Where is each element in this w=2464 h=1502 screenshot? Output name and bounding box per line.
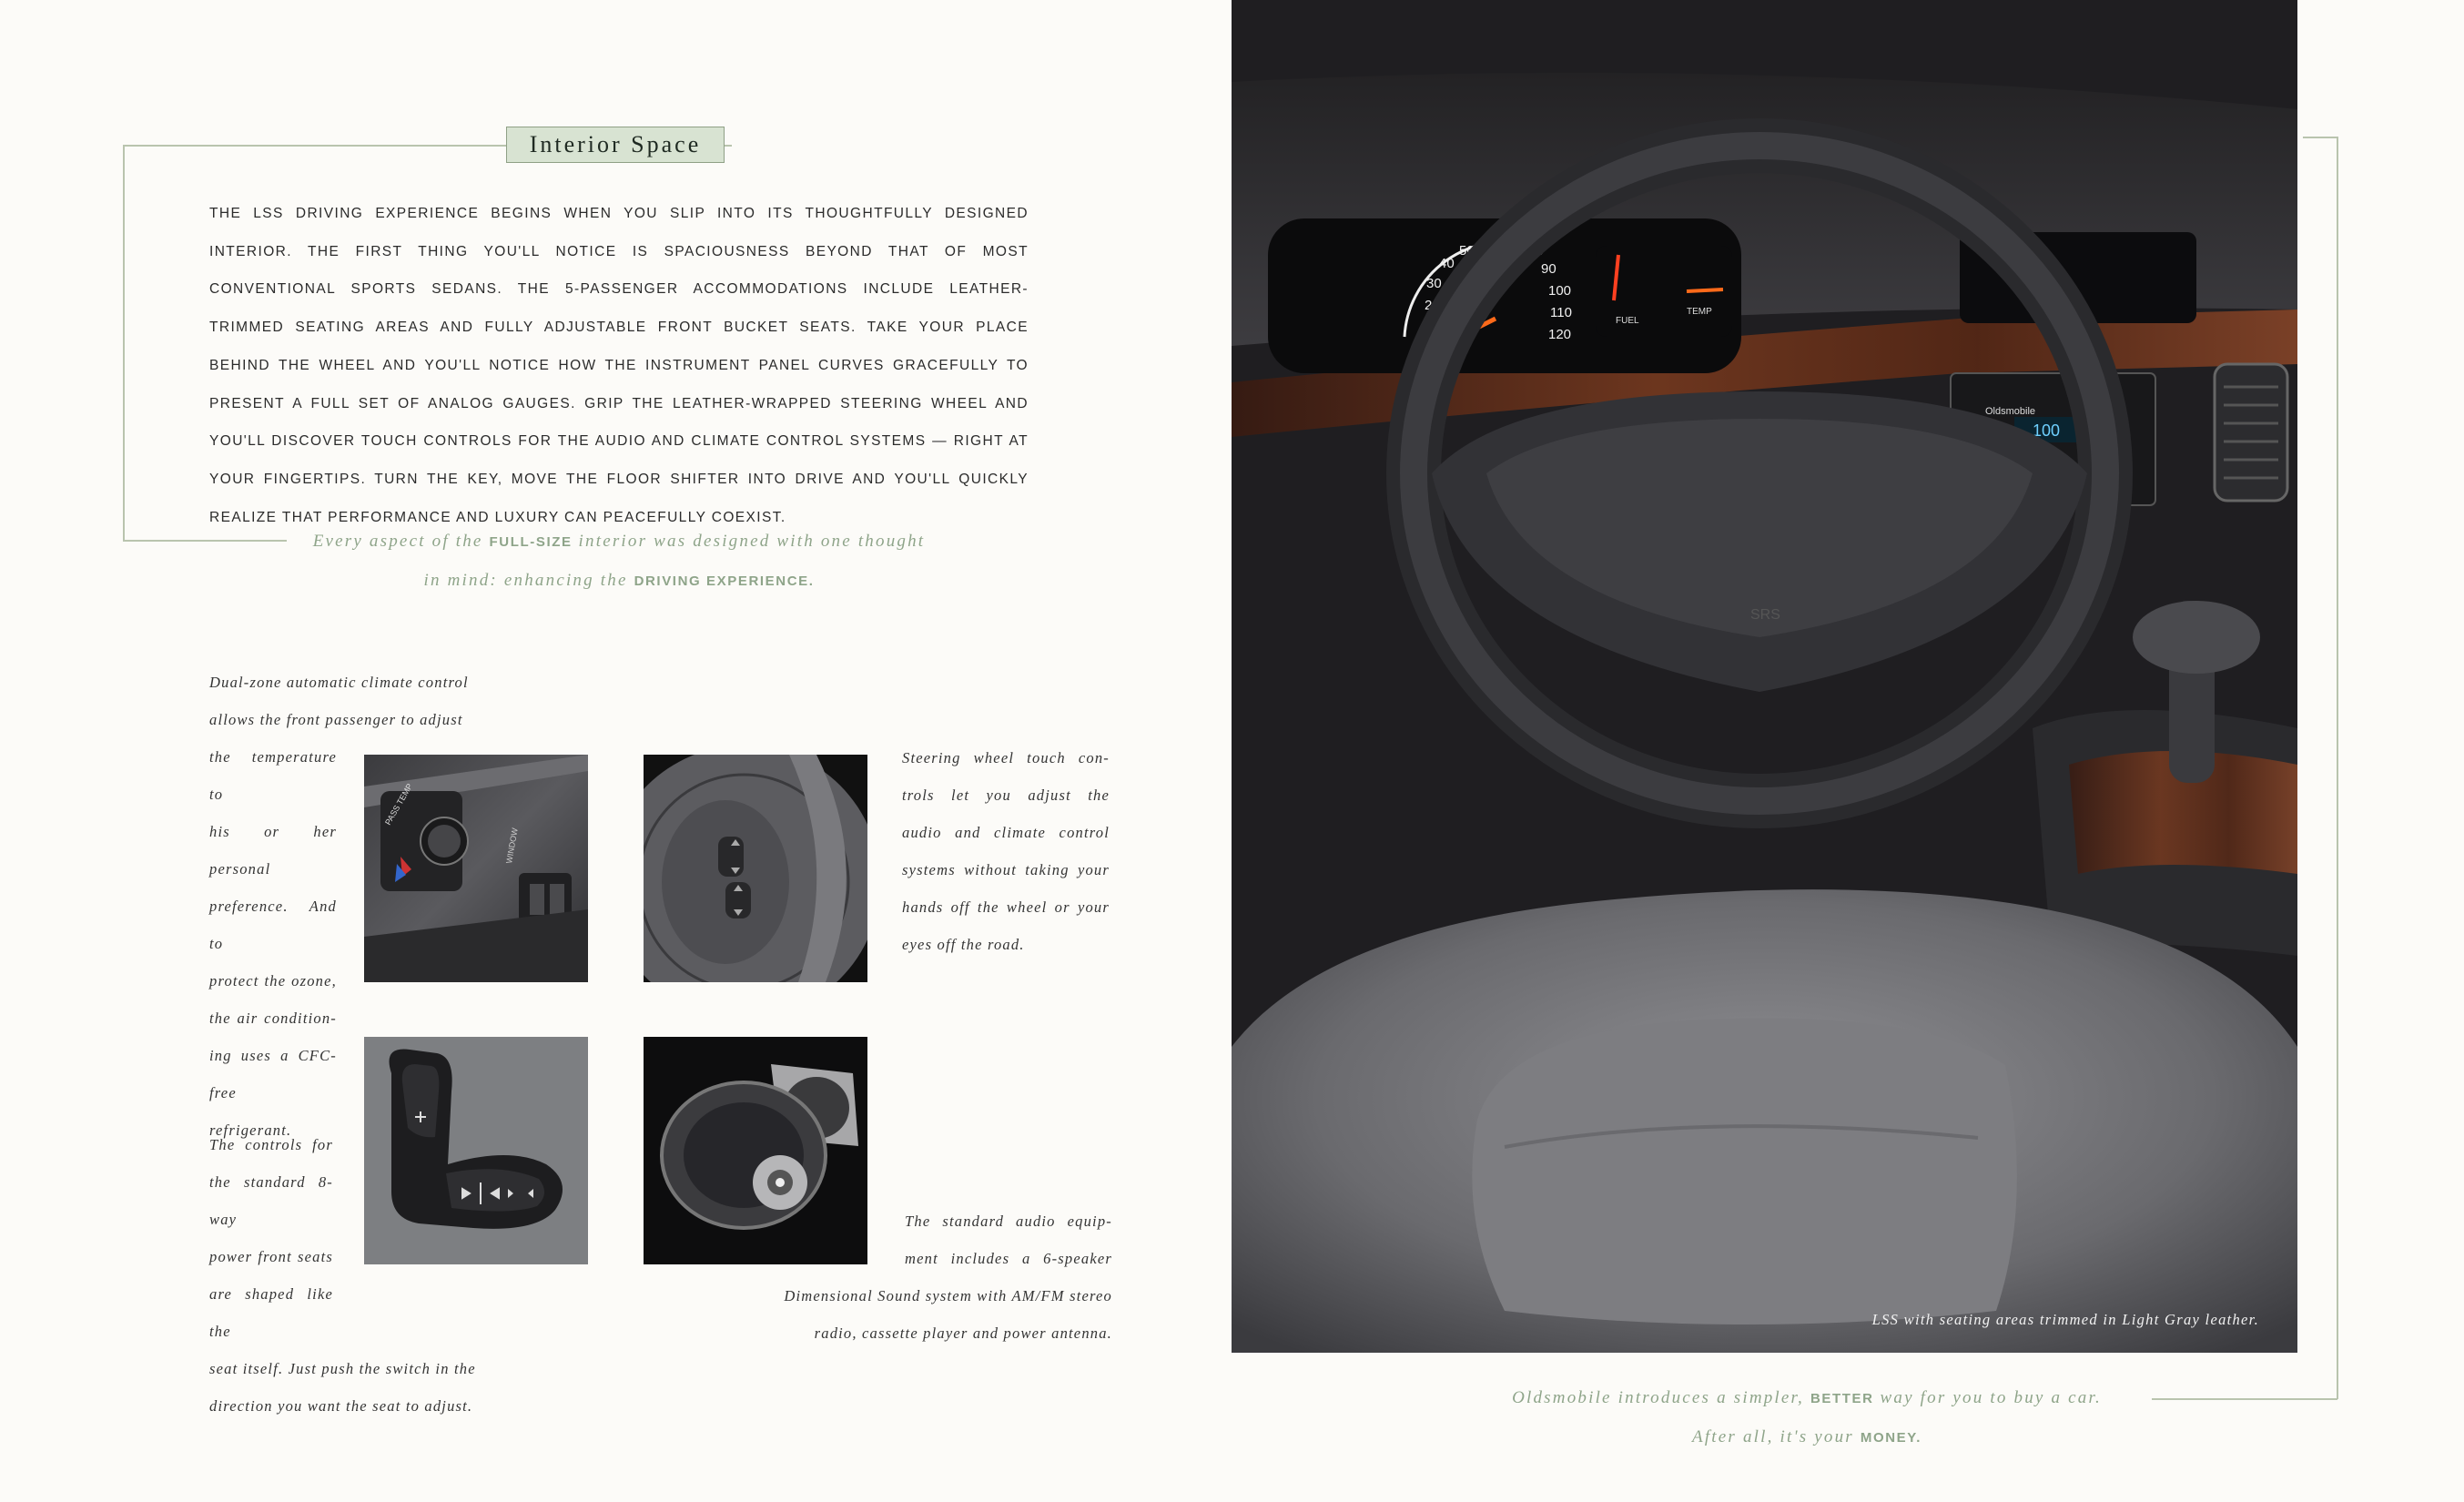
caption-line: allows the front passenger to adjust bbox=[209, 711, 463, 728]
caption-line: power front seats bbox=[209, 1248, 333, 1265]
photo-caption: LSS with seating areas trimmed in Light Gray leather. bbox=[1871, 1311, 2259, 1328]
climate-control-photo bbox=[364, 755, 588, 982]
caption-line: Steering wheel touch con- bbox=[902, 749, 1110, 766]
caption-line: preference. And to bbox=[209, 898, 337, 952]
frame-left-vertical bbox=[123, 145, 125, 541]
svg-text:60: 60 bbox=[1483, 236, 1498, 251]
svg-text:20: 20 bbox=[1425, 298, 1440, 313]
intro-paragraph: THE LSS DRIVING EXPERIENCE BEGINS WHEN YOU SLIP INTO ITS THOUGHTFULLY DESIGNED INTERIOR. THE FIRST THING YOU'LL NOTICE IS SPACIOUSNESS BEYOND THAT OF MOST CONVENTIONAL SPORTS SEDANS. THE 5-PASSENGER ACCOMMODATIONS INCLUDE LEATHER-TRIMMED SEATING AREAS AND FULLY ADJUSTABLE FRONT BUCKET SEATS. TAKE YOUR PLACE BEHIND THE WHEEL AND YOU'LL NOTICE HOW THE INSTRUMENT PANEL CURVES GRACEFULLY TO PRESENT A FULL SET OF ANALOG GAUGES. GRIP THE LEATHER-WRAPPED STEERING WHEEL AND YOU'LL DISCOVER TOUCH CONTROLS FOR THE AUDIO AND CLIMATE CONTROL SYSTEMS — RIGHT AT YOUR FINGERTIPS. TURN THE KEY, MOVE THE FLOOR SHIFTER INTO DRIVE AND YOU'LL QUICKLY REALIZE THAT PERFORMANCE AND LUXURY CAN PEACEFULLY COEXIST. bbox=[209, 206, 1029, 525]
caption-line: seat itself. Just push the switch in the bbox=[209, 1360, 476, 1377]
caption-line: the standard 8-way bbox=[209, 1173, 333, 1228]
pass-temp-label: PASS TEMP bbox=[383, 782, 415, 827]
caption-line: the temperature to bbox=[209, 748, 337, 803]
tagline-left bbox=[218, 523, 1019, 601]
climate-temp-display: 75 bbox=[2037, 264, 2060, 287]
caption-line: hands off the wheel or your bbox=[902, 898, 1110, 916]
frame-right-vertical bbox=[2337, 137, 2338, 1399]
caption-line: ing uses a CFC-free bbox=[209, 1047, 337, 1101]
srs-label: SRS bbox=[1750, 607, 1780, 623]
radio-display: 100 bbox=[2033, 421, 2061, 440]
svg-text:70: 70 bbox=[1506, 236, 1522, 251]
temp-label: TEMP bbox=[1687, 307, 1712, 317]
svg-text:110: 110 bbox=[1550, 305, 1572, 320]
caption-line: audio and climate control bbox=[902, 824, 1110, 841]
caption-line: The standard audio equip- bbox=[905, 1213, 1112, 1230]
svg-text:80: 80 bbox=[1528, 243, 1544, 259]
mph-label: MPH bbox=[1432, 348, 1453, 358]
tagline-right-line-2: After all, it's your MONEY. bbox=[1692, 1427, 1922, 1446]
section-title bbox=[506, 127, 725, 163]
caption-line: trols let you adjust the bbox=[902, 787, 1110, 804]
frame-top-left bbox=[123, 145, 507, 147]
tagline-left-line-1: Every aspect of the FULL-SIZE interior was designed with one thought bbox=[312, 532, 926, 551]
fuel-label: FUEL bbox=[1616, 316, 1639, 326]
svg-text:90: 90 bbox=[1541, 261, 1556, 277]
window-label: WINDOW bbox=[504, 827, 520, 865]
caption-line: radio, cassette player and power antenna. bbox=[814, 1324, 1112, 1342]
caption-line: eyes off the road. bbox=[902, 936, 1025, 953]
section-title-text: Interior Space bbox=[529, 131, 702, 157]
steering-caption bbox=[902, 739, 1110, 963]
tagline-right-line-1: Oldsmobile introduces a simpler, BETTER way for you to buy a car. bbox=[1512, 1388, 2102, 1407]
svg-text:40: 40 bbox=[1439, 256, 1455, 271]
caption-line: Dual-zone automatic climate control bbox=[209, 674, 469, 691]
svg-text:30: 30 bbox=[1426, 276, 1442, 291]
caption-line: his or her personal bbox=[209, 823, 337, 878]
caption-line: The controls for bbox=[209, 1136, 333, 1153]
svg-text:10: 10 bbox=[1430, 320, 1445, 336]
svg-text:50: 50 bbox=[1459, 243, 1475, 259]
svg-text:100: 100 bbox=[1548, 283, 1572, 299]
frame-top-right bbox=[725, 145, 732, 147]
audio-caption bbox=[759, 1203, 1112, 1352]
caption-line: protect the ozone, bbox=[209, 972, 337, 989]
interior-main-photo bbox=[1232, 0, 2297, 1353]
svg-text:120: 120 bbox=[1548, 327, 1572, 342]
caption-line: direction you want the seat to adjust. bbox=[209, 1397, 473, 1415]
frame-right-top bbox=[2303, 137, 2337, 138]
tagline-right bbox=[1420, 1379, 2194, 1457]
radio-brand: Oldsmobile bbox=[1985, 406, 2036, 417]
caption-line: are shaped like the bbox=[209, 1285, 333, 1340]
tagline-left-line-2: in mind: enhancing the DRIVING EXPERIENCE. bbox=[423, 571, 815, 590]
caption-line: refrigerant. bbox=[209, 1121, 292, 1139]
caption-line: systems without taking your bbox=[902, 861, 1110, 878]
caption-line: ment includes a 6-speaker bbox=[905, 1250, 1112, 1267]
caption-line: the air condition- bbox=[209, 1010, 337, 1027]
caption-line: Dimensional Sound system with AM/FM stereo bbox=[784, 1287, 1112, 1304]
seat-caption bbox=[209, 1126, 482, 1425]
steering-wheel-controls-photo bbox=[644, 755, 867, 982]
